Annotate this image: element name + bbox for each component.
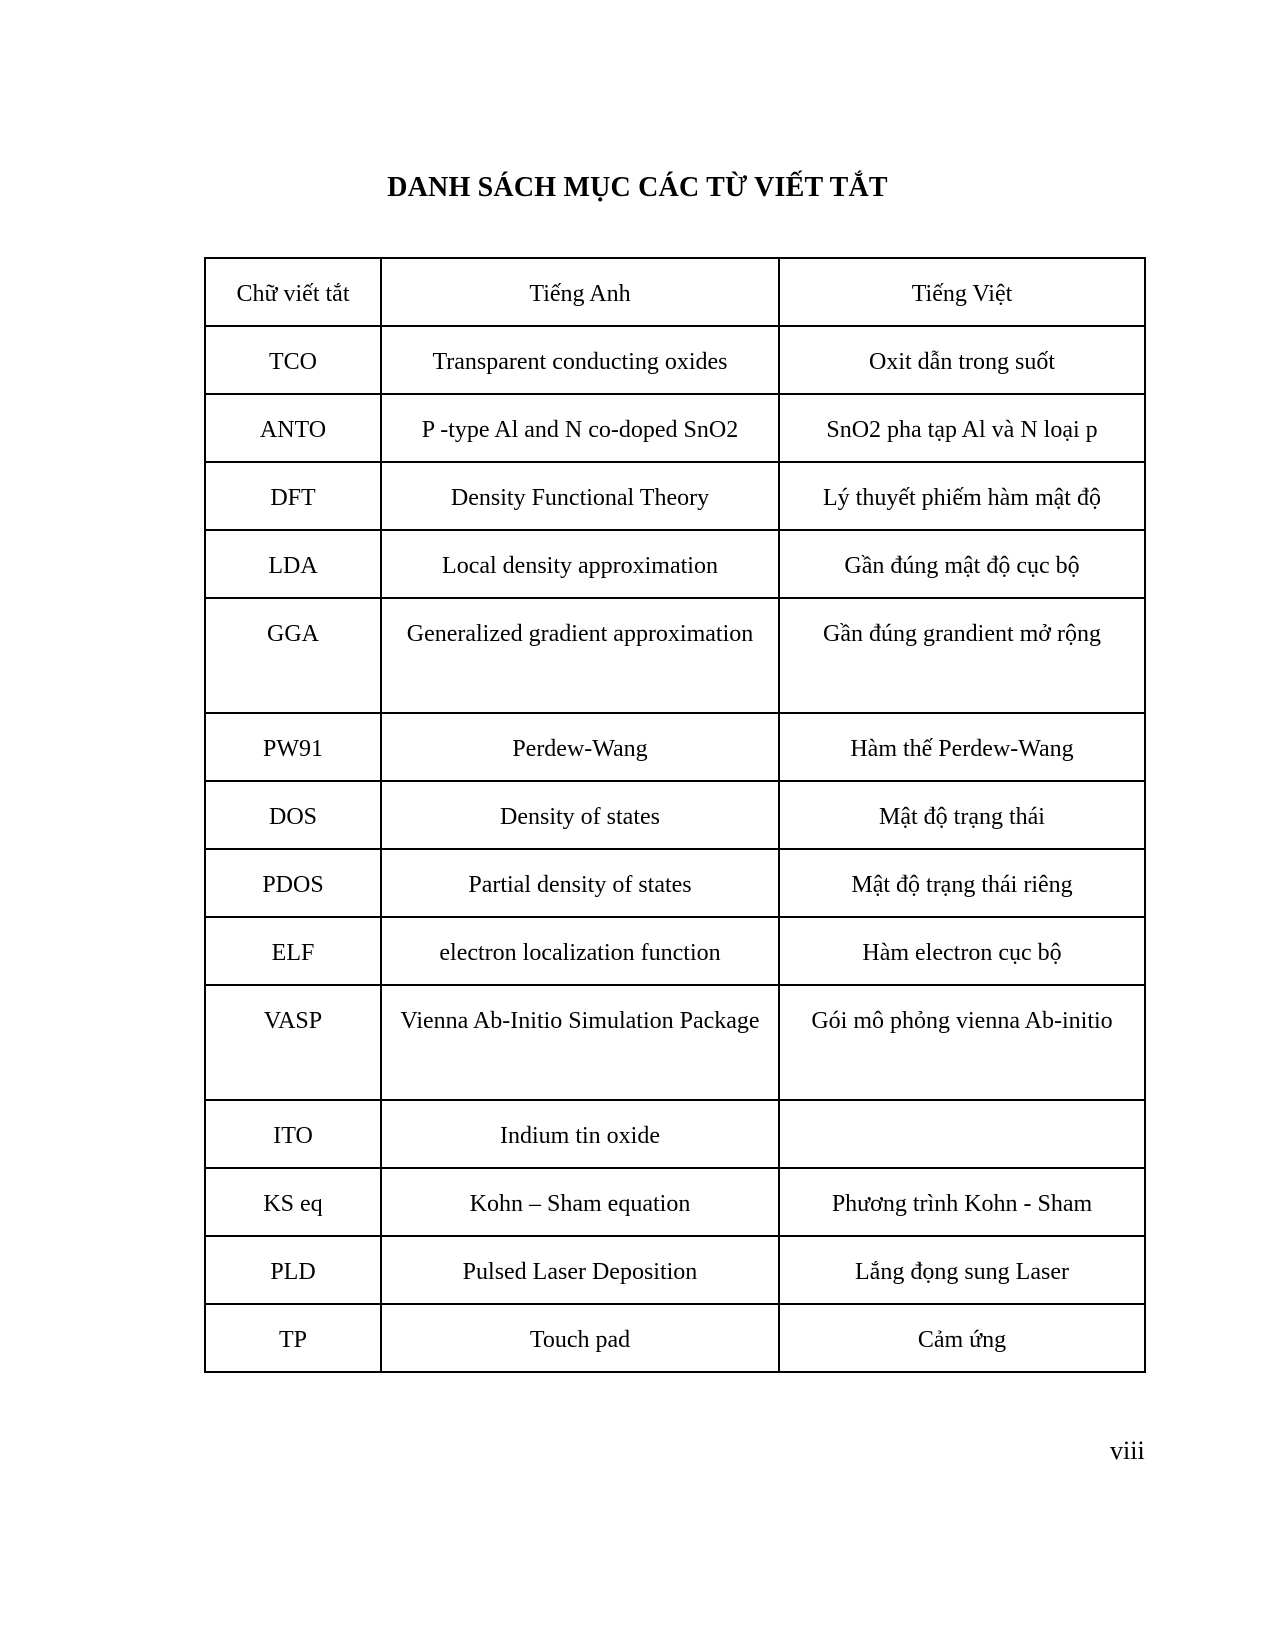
table-row [205, 394, 1145, 462]
english-cell: Pulsed Laser Deposition [381, 1236, 779, 1304]
table-row [205, 781, 1145, 849]
english-cell: Density Functional Theory [381, 462, 779, 530]
header-abbreviation: Chữ viết tắt [205, 258, 381, 326]
table-row [205, 1304, 1145, 1372]
english-cell: Density of states [381, 781, 779, 849]
abbreviation-cell: PLD [205, 1236, 381, 1304]
abbreviation-cell: TP [205, 1304, 381, 1372]
vietnamese-cell: Gần đúng mật độ cục bộ [779, 530, 1145, 598]
abbreviation-cell: VASP [205, 985, 381, 1100]
vietnamese-cell: Phương trình Kohn - Sham [779, 1168, 1145, 1236]
english-cell: Generalized gradient approximation [381, 598, 779, 713]
english-cell: Transparent conducting oxides [381, 326, 779, 394]
header-vietnamese: Tiếng Việt [779, 258, 1145, 326]
abbreviation-cell: TCO [205, 326, 381, 394]
english-cell: Touch pad [381, 1304, 779, 1372]
vietnamese-cell: Lắng đọng sung Laser [779, 1236, 1145, 1304]
vietnamese-cell: Oxit dẫn trong suốt [779, 326, 1145, 394]
vietnamese-cell [779, 1100, 1145, 1168]
english-cell: Partial density of states [381, 849, 779, 917]
abbreviation-cell: KS eq [205, 1168, 381, 1236]
table-row [205, 530, 1145, 598]
english-cell: Indium tin oxide [381, 1100, 779, 1168]
table-row [205, 985, 1145, 1100]
page-title: DANH SÁCH MỤC CÁC TỪ VIẾT TẮT [387, 172, 888, 203]
english-cell: Vienna Ab-Initio Simulation Package [381, 985, 779, 1100]
header-english: Tiếng Anh [381, 258, 779, 326]
table-row [205, 1100, 1145, 1168]
vietnamese-cell: Lý thuyết phiếm hàm mật độ [779, 462, 1145, 530]
vietnamese-cell: Gói mô phỏng vienna Ab-initio [779, 985, 1145, 1100]
abbreviation-cell: ELF [205, 917, 381, 985]
abbreviation-cell: LDA [205, 530, 381, 598]
english-cell: electron localization function [381, 917, 779, 985]
abbreviation-cell: ANTO [205, 394, 381, 462]
table-header-row [205, 258, 1145, 326]
abbreviation-cell: DOS [205, 781, 381, 849]
table-row [205, 462, 1145, 530]
page-number: viii [1110, 1436, 1145, 1465]
vietnamese-cell: Hàm thế Perdew-Wang [779, 713, 1145, 781]
table-row [205, 713, 1145, 781]
vietnamese-cell: Cảm ứng [779, 1304, 1145, 1372]
english-cell: P -type Al and N co-doped SnO2 [381, 394, 779, 462]
english-cell: Perdew-Wang [381, 713, 779, 781]
table-row [205, 1168, 1145, 1236]
english-cell: Kohn – Sham equation [381, 1168, 779, 1236]
english-cell: Local density approximation [381, 530, 779, 598]
abbreviations-table [204, 257, 1146, 1373]
vietnamese-cell: SnO2 pha tạp Al và N loại p [779, 394, 1145, 462]
abbreviation-cell: GGA [205, 598, 381, 713]
table-row [205, 326, 1145, 394]
vietnamese-cell: Hàm electron cục bộ [779, 917, 1145, 985]
abbreviation-cell: DFT [205, 462, 381, 530]
abbreviation-cell: ITO [205, 1100, 381, 1168]
vietnamese-cell: Mật độ trạng thái [779, 781, 1145, 849]
table-row [205, 598, 1145, 713]
abbreviation-cell: PDOS [205, 849, 381, 917]
abbreviation-cell: PW91 [205, 713, 381, 781]
table-row [205, 1236, 1145, 1304]
table-row [205, 849, 1145, 917]
vietnamese-cell: Mật độ trạng thái riêng [779, 849, 1145, 917]
table-row [205, 917, 1145, 985]
vietnamese-cell: Gần đúng grandient mở rộng [779, 598, 1145, 713]
